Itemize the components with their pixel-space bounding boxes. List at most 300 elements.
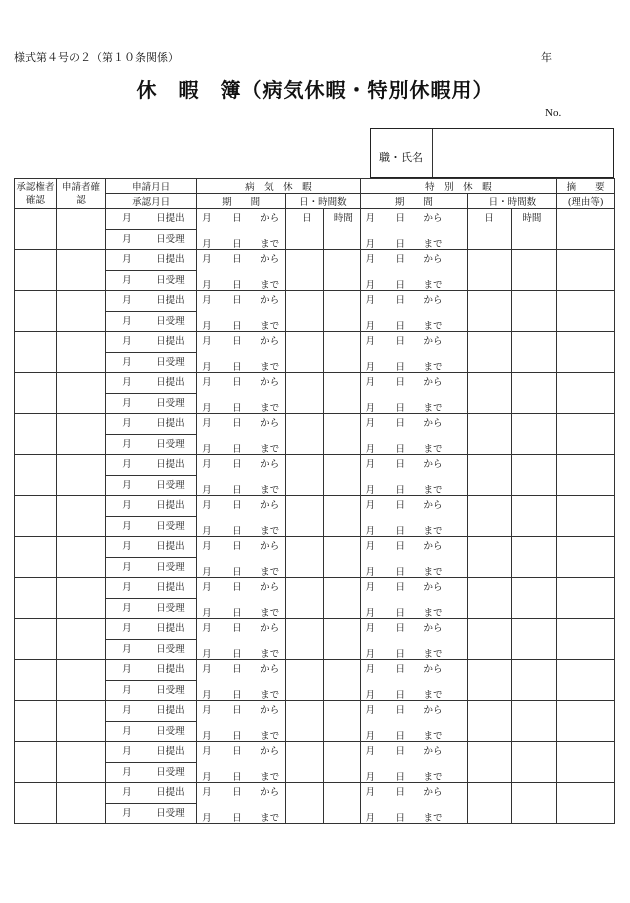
sick-days-cell[interactable] bbox=[286, 250, 324, 291]
sick-hours-cell[interactable] bbox=[323, 291, 360, 332]
received-label: 日受理 bbox=[156, 643, 185, 655]
day-unit-label: 日 bbox=[484, 213, 494, 224]
special-hours-cell[interactable] bbox=[512, 619, 557, 660]
remarks-cell[interactable] bbox=[557, 373, 615, 414]
month-label: 月 bbox=[122, 397, 132, 409]
sick-hours-cell[interactable] bbox=[323, 537, 360, 578]
submitted-date-cell[interactable] bbox=[106, 250, 197, 271]
special-hours-cell[interactable] bbox=[512, 537, 557, 578]
month-label: 月 bbox=[122, 746, 132, 757]
special-period-cell[interactable] bbox=[360, 209, 468, 250]
from-label: から bbox=[423, 459, 443, 470]
approver-check-cell[interactable] bbox=[15, 455, 57, 496]
applicant-check-cell[interactable] bbox=[56, 537, 105, 578]
month-label: 月 bbox=[122, 315, 132, 327]
day-label: 日 bbox=[232, 623, 242, 634]
special-hours-cell[interactable] bbox=[512, 578, 557, 619]
approver-check-cell[interactable] bbox=[15, 578, 57, 619]
special-period-cell[interactable] bbox=[360, 332, 468, 373]
submitted-date-cell[interactable] bbox=[106, 496, 197, 517]
from-label: から bbox=[423, 295, 443, 306]
received-date-cell[interactable] bbox=[106, 721, 197, 742]
applicant-check-cell[interactable] bbox=[56, 701, 105, 742]
submitted-date-cell[interactable] bbox=[106, 291, 197, 312]
sick-hours-cell[interactable] bbox=[323, 455, 360, 496]
until-label: まで bbox=[260, 567, 280, 578]
special-period-cell[interactable] bbox=[360, 250, 468, 291]
from-label: から bbox=[260, 213, 280, 224]
month-label: 月 bbox=[122, 725, 132, 737]
month-label: 月 bbox=[365, 746, 376, 757]
approver-check-cell[interactable] bbox=[15, 619, 57, 660]
month-label: 月 bbox=[365, 567, 376, 578]
table-row bbox=[15, 701, 615, 722]
remarks-cell[interactable] bbox=[557, 619, 615, 660]
month-label: 月 bbox=[202, 295, 212, 306]
special-hours-cell[interactable] bbox=[512, 496, 557, 537]
day-label: 日 bbox=[395, 705, 406, 716]
from-label: から bbox=[260, 500, 280, 511]
applicant-check-cell[interactable] bbox=[56, 250, 105, 291]
page-title: 休 暇 簿（病気休暇・特別休暇用） bbox=[136, 78, 494, 102]
sick-days-cell[interactable] bbox=[286, 455, 324, 496]
month-label: 月 bbox=[122, 213, 132, 224]
submitted-label: 日提出 bbox=[156, 254, 185, 265]
table-row bbox=[15, 496, 615, 517]
month-label: 月 bbox=[202, 813, 212, 824]
special-days-cell[interactable] bbox=[468, 373, 512, 414]
received-date-cell[interactable] bbox=[106, 270, 197, 291]
submitted-date-cell[interactable] bbox=[106, 209, 197, 230]
received-date-cell[interactable] bbox=[106, 352, 197, 373]
submitted-label: 日提出 bbox=[156, 705, 185, 716]
received-date-cell[interactable] bbox=[106, 639, 197, 660]
day-label: 日 bbox=[395, 321, 406, 332]
from-label: から bbox=[423, 418, 443, 429]
special-days-cell[interactable] bbox=[468, 291, 512, 332]
applicant-check-cell[interactable] bbox=[56, 209, 105, 250]
submitted-date-cell[interactable] bbox=[106, 537, 197, 558]
month-label: 月 bbox=[122, 336, 132, 347]
month-label: 月 bbox=[365, 623, 376, 634]
month-label: 月 bbox=[122, 787, 132, 798]
sick-days-cell[interactable] bbox=[286, 783, 324, 824]
applicant-check-cell[interactable] bbox=[56, 332, 105, 373]
special-hours-cell[interactable] bbox=[512, 373, 557, 414]
month-label: 月 bbox=[365, 690, 376, 701]
special-period-cell[interactable] bbox=[360, 373, 468, 414]
special-days-cell[interactable] bbox=[468, 578, 512, 619]
received-date-cell[interactable] bbox=[106, 311, 197, 332]
sick-hours-cell[interactable] bbox=[323, 742, 360, 783]
day-label: 日 bbox=[232, 500, 242, 511]
month-label: 月 bbox=[202, 213, 212, 224]
month-label: 月 bbox=[365, 418, 376, 429]
received-date-cell[interactable] bbox=[106, 680, 197, 701]
approver-check-cell[interactable] bbox=[15, 496, 57, 537]
header-approver: 承認権者確認 bbox=[15, 179, 57, 209]
applicant-check-cell[interactable] bbox=[56, 742, 105, 783]
special-period-cell[interactable] bbox=[360, 291, 468, 332]
received-date-cell[interactable] bbox=[106, 229, 197, 250]
day-label: 日 bbox=[395, 541, 406, 552]
sick-period-cell[interactable] bbox=[197, 250, 286, 291]
sick-days-cell[interactable] bbox=[286, 578, 324, 619]
applicant-check-cell[interactable] bbox=[56, 291, 105, 332]
month-label: 月 bbox=[365, 336, 376, 347]
day-label: 日 bbox=[395, 336, 406, 347]
applicant-check-cell[interactable] bbox=[56, 619, 105, 660]
received-label: 日受理 bbox=[156, 233, 185, 245]
month-label: 月 bbox=[202, 418, 212, 429]
month-label: 月 bbox=[202, 254, 212, 265]
sick-period-cell[interactable] bbox=[197, 496, 286, 537]
submitted-date-cell[interactable] bbox=[106, 783, 197, 804]
submitted-label: 日提出 bbox=[156, 459, 185, 470]
approver-check-cell[interactable] bbox=[15, 537, 57, 578]
day-label: 日 bbox=[232, 772, 242, 783]
special-hours-cell[interactable] bbox=[512, 332, 557, 373]
month-label: 月 bbox=[202, 664, 212, 675]
until-label: まで bbox=[260, 690, 280, 701]
from-label: から bbox=[423, 705, 443, 716]
submitted-date-cell[interactable] bbox=[106, 578, 197, 599]
special-days-cell[interactable] bbox=[468, 209, 512, 250]
approver-check-cell[interactable] bbox=[15, 660, 57, 701]
day-label: 日 bbox=[395, 526, 406, 537]
received-date-cell[interactable] bbox=[106, 475, 197, 496]
day-label: 日 bbox=[395, 787, 406, 798]
received-label: 日受理 bbox=[156, 602, 185, 614]
hours-unit-label: 時間 bbox=[333, 213, 353, 224]
until-label: まで bbox=[423, 239, 443, 250]
sick-hours-cell[interactable] bbox=[323, 373, 360, 414]
special-days-cell[interactable] bbox=[468, 250, 512, 291]
month-label: 月 bbox=[122, 623, 132, 634]
special-hours-cell[interactable] bbox=[512, 455, 557, 496]
sick-hours-cell[interactable] bbox=[323, 578, 360, 619]
month-label: 月 bbox=[365, 254, 376, 265]
sick-period-cell[interactable] bbox=[197, 209, 286, 250]
month-label: 月 bbox=[365, 772, 376, 783]
sick-days-cell[interactable] bbox=[286, 537, 324, 578]
submitted-date-cell[interactable] bbox=[106, 619, 197, 640]
day-label: 日 bbox=[232, 377, 242, 388]
month-label: 月 bbox=[365, 239, 376, 250]
month-label: 月 bbox=[365, 526, 376, 537]
submitted-date-cell[interactable] bbox=[106, 455, 197, 476]
sick-hours-cell[interactable] bbox=[323, 250, 360, 291]
sick-hours-cell[interactable] bbox=[323, 332, 360, 373]
day-label: 日 bbox=[232, 813, 242, 824]
received-date-cell[interactable] bbox=[106, 434, 197, 455]
submitted-label: 日提出 bbox=[156, 623, 185, 634]
month-label: 月 bbox=[202, 705, 212, 716]
name-box bbox=[370, 128, 614, 178]
remarks-cell[interactable] bbox=[557, 660, 615, 701]
sick-days-cell[interactable] bbox=[286, 619, 324, 660]
day-label: 日 bbox=[395, 280, 406, 291]
submitted-date-cell[interactable] bbox=[106, 660, 197, 681]
sick-period-cell[interactable] bbox=[197, 332, 286, 373]
month-label: 月 bbox=[365, 444, 376, 455]
sick-period-cell[interactable] bbox=[197, 783, 286, 824]
approver-check-cell[interactable] bbox=[15, 783, 57, 824]
sick-days-cell[interactable] bbox=[286, 373, 324, 414]
day-label: 日 bbox=[232, 403, 242, 414]
month-label: 月 bbox=[202, 746, 212, 757]
submitted-date-cell[interactable] bbox=[106, 701, 197, 722]
special-days-cell[interactable] bbox=[468, 701, 512, 742]
from-label: から bbox=[260, 377, 280, 388]
from-label: から bbox=[423, 582, 443, 593]
remarks-cell[interactable] bbox=[557, 742, 615, 783]
month-label: 月 bbox=[202, 239, 212, 250]
header-remarks-sub: (理由等) bbox=[557, 194, 615, 209]
sick-hours-cell[interactable] bbox=[323, 414, 360, 455]
month-label: 月 bbox=[122, 500, 132, 511]
until-label: まで bbox=[260, 239, 280, 250]
until-label: まで bbox=[260, 444, 280, 455]
sick-hours-cell[interactable] bbox=[323, 701, 360, 742]
special-days-cell[interactable] bbox=[468, 332, 512, 373]
until-label: まで bbox=[423, 321, 443, 332]
remarks-cell[interactable] bbox=[557, 455, 615, 496]
special-period-cell[interactable] bbox=[360, 414, 468, 455]
sick-hours-cell[interactable] bbox=[323, 209, 360, 250]
month-label: 月 bbox=[202, 336, 212, 347]
month-label: 月 bbox=[202, 280, 212, 291]
approver-check-cell[interactable] bbox=[15, 250, 57, 291]
month-label: 月 bbox=[202, 582, 212, 593]
approver-check-cell[interactable] bbox=[15, 373, 57, 414]
until-label: まで bbox=[423, 608, 443, 619]
special-days-cell[interactable] bbox=[468, 414, 512, 455]
special-hours-cell[interactable] bbox=[512, 701, 557, 742]
sick-days-cell[interactable] bbox=[286, 701, 324, 742]
received-label: 日受理 bbox=[156, 479, 185, 491]
sick-days-cell[interactable] bbox=[286, 209, 324, 250]
received-date-cell[interactable] bbox=[106, 393, 197, 414]
day-label: 日 bbox=[395, 500, 406, 511]
sick-days-cell[interactable] bbox=[286, 291, 324, 332]
day-label: 日 bbox=[395, 772, 406, 783]
special-period-cell[interactable] bbox=[360, 701, 468, 742]
month-label: 月 bbox=[122, 295, 132, 306]
special-days-cell[interactable] bbox=[468, 455, 512, 496]
until-label: まで bbox=[260, 321, 280, 332]
approver-check-cell[interactable] bbox=[15, 414, 57, 455]
received-label: 日受理 bbox=[156, 356, 185, 368]
table-row bbox=[15, 783, 615, 804]
day-label: 日 bbox=[395, 731, 406, 742]
special-hours-cell[interactable] bbox=[512, 660, 557, 701]
sick-period-cell[interactable] bbox=[197, 537, 286, 578]
leave-book-table bbox=[14, 178, 615, 824]
sick-days-cell[interactable] bbox=[286, 742, 324, 783]
remarks-cell[interactable] bbox=[557, 414, 615, 455]
from-label: から bbox=[423, 500, 443, 511]
until-label: まで bbox=[423, 813, 443, 824]
day-label: 日 bbox=[395, 459, 406, 470]
until-label: まで bbox=[260, 772, 280, 783]
until-label: まで bbox=[423, 731, 443, 742]
month-label: 月 bbox=[122, 377, 132, 388]
applicant-check-cell[interactable] bbox=[56, 455, 105, 496]
received-label: 日受理 bbox=[156, 397, 185, 409]
month-label: 月 bbox=[365, 485, 376, 496]
submitted-date-cell[interactable] bbox=[106, 373, 197, 394]
remarks-cell[interactable] bbox=[557, 496, 615, 537]
from-label: から bbox=[423, 541, 443, 552]
remarks-cell[interactable] bbox=[557, 578, 615, 619]
applicant-check-cell[interactable] bbox=[56, 414, 105, 455]
approver-check-cell[interactable] bbox=[15, 209, 57, 250]
submitted-date-cell[interactable] bbox=[106, 332, 197, 353]
approver-check-cell[interactable] bbox=[15, 701, 57, 742]
month-label: 月 bbox=[365, 787, 376, 798]
sick-period-cell[interactable] bbox=[197, 455, 286, 496]
remarks-cell[interactable] bbox=[557, 209, 615, 250]
form-number: 様式第４号の２（第１０条関係） bbox=[14, 51, 179, 64]
received-date-cell[interactable] bbox=[106, 516, 197, 537]
remarks-cell[interactable] bbox=[557, 537, 615, 578]
month-label: 月 bbox=[122, 684, 132, 696]
remarks-cell[interactable] bbox=[557, 250, 615, 291]
month-label: 月 bbox=[365, 295, 376, 306]
sick-days-cell[interactable] bbox=[286, 414, 324, 455]
special-days-cell[interactable] bbox=[468, 537, 512, 578]
header-sick-leave: 病 気 休 暇 bbox=[197, 179, 360, 194]
until-label: まで bbox=[260, 813, 280, 824]
day-label: 日 bbox=[232, 608, 242, 619]
special-hours-cell[interactable] bbox=[512, 209, 557, 250]
received-label: 日受理 bbox=[156, 766, 185, 778]
received-date-cell[interactable] bbox=[106, 803, 197, 824]
day-label: 日 bbox=[395, 567, 406, 578]
received-label: 日受理 bbox=[156, 438, 185, 450]
special-hours-cell[interactable] bbox=[512, 742, 557, 783]
applicant-check-cell[interactable] bbox=[56, 496, 105, 537]
day-unit-label: 日 bbox=[302, 213, 312, 224]
special-period-cell[interactable] bbox=[360, 742, 468, 783]
day-label: 日 bbox=[232, 213, 242, 224]
until-label: まで bbox=[260, 362, 280, 373]
day-label: 日 bbox=[395, 485, 406, 496]
received-label: 日受理 bbox=[156, 315, 185, 327]
special-days-cell[interactable] bbox=[468, 660, 512, 701]
special-period-cell[interactable] bbox=[360, 783, 468, 824]
sick-days-cell[interactable] bbox=[286, 496, 324, 537]
month-label: 月 bbox=[365, 213, 376, 224]
from-label: から bbox=[423, 746, 443, 757]
special-period-cell[interactable] bbox=[360, 619, 468, 660]
day-label: 日 bbox=[232, 418, 242, 429]
day-label: 日 bbox=[232, 526, 242, 537]
sick-period-cell[interactable] bbox=[197, 373, 286, 414]
year-label: 年 bbox=[541, 51, 552, 64]
sick-period-cell[interactable] bbox=[197, 742, 286, 783]
until-label: まで bbox=[260, 526, 280, 537]
sick-hours-cell[interactable] bbox=[323, 660, 360, 701]
header-sick-days-hours: 日・時間数 bbox=[286, 194, 360, 209]
received-date-cell[interactable] bbox=[106, 598, 197, 619]
approver-check-cell[interactable] bbox=[15, 291, 57, 332]
special-period-cell[interactable] bbox=[360, 660, 468, 701]
received-date-cell[interactable] bbox=[106, 557, 197, 578]
name-label: 職・氏名 bbox=[379, 151, 423, 164]
number-label: No. bbox=[545, 107, 562, 119]
month-label: 月 bbox=[122, 418, 132, 429]
day-label: 日 bbox=[395, 444, 406, 455]
month-label: 月 bbox=[122, 438, 132, 450]
month-label: 月 bbox=[365, 377, 376, 388]
day-label: 日 bbox=[232, 444, 242, 455]
month-label: 月 bbox=[122, 233, 132, 245]
special-hours-cell[interactable] bbox=[512, 414, 557, 455]
sick-period-cell[interactable] bbox=[197, 414, 286, 455]
applicant-check-cell[interactable] bbox=[56, 783, 105, 824]
sick-period-cell[interactable] bbox=[197, 619, 286, 660]
from-label: から bbox=[260, 459, 280, 470]
from-label: から bbox=[260, 418, 280, 429]
special-period-cell[interactable] bbox=[360, 537, 468, 578]
sick-days-cell[interactable] bbox=[286, 332, 324, 373]
day-label: 日 bbox=[232, 362, 242, 373]
sick-period-cell[interactable] bbox=[197, 578, 286, 619]
approver-check-cell[interactable] bbox=[15, 742, 57, 783]
sick-hours-cell[interactable] bbox=[323, 619, 360, 660]
sick-period-cell[interactable] bbox=[197, 701, 286, 742]
header-special-days-hours: 日・時間数 bbox=[468, 194, 557, 209]
special-period-cell[interactable] bbox=[360, 455, 468, 496]
special-hours-cell[interactable] bbox=[512, 291, 557, 332]
received-date-cell[interactable] bbox=[106, 762, 197, 783]
day-label: 日 bbox=[232, 705, 242, 716]
applicant-check-cell[interactable] bbox=[56, 578, 105, 619]
remarks-cell[interactable] bbox=[557, 783, 615, 824]
from-label: から bbox=[423, 377, 443, 388]
day-label: 日 bbox=[395, 608, 406, 619]
remarks-cell[interactable] bbox=[557, 701, 615, 742]
remarks-cell[interactable] bbox=[557, 291, 615, 332]
month-label: 月 bbox=[202, 772, 212, 783]
special-hours-cell[interactable] bbox=[512, 250, 557, 291]
sick-period-cell[interactable] bbox=[197, 660, 286, 701]
special-period-cell[interactable] bbox=[360, 496, 468, 537]
sick-hours-cell[interactable] bbox=[323, 496, 360, 537]
special-days-cell[interactable] bbox=[468, 742, 512, 783]
special-period-cell[interactable] bbox=[360, 578, 468, 619]
applicant-check-cell[interactable] bbox=[56, 660, 105, 701]
approver-check-cell[interactable] bbox=[15, 332, 57, 373]
sick-hours-cell[interactable] bbox=[323, 783, 360, 824]
day-label: 日 bbox=[232, 582, 242, 593]
special-days-cell[interactable] bbox=[468, 619, 512, 660]
sick-period-cell[interactable] bbox=[197, 291, 286, 332]
special-days-cell[interactable] bbox=[468, 496, 512, 537]
remarks-cell[interactable] bbox=[557, 332, 615, 373]
submitted-date-cell[interactable] bbox=[106, 414, 197, 435]
received-label: 日受理 bbox=[156, 807, 185, 819]
day-label: 日 bbox=[395, 690, 406, 701]
special-hours-cell[interactable] bbox=[512, 783, 557, 824]
day-label: 日 bbox=[395, 813, 406, 824]
submitted-date-cell[interactable] bbox=[106, 742, 197, 763]
sick-days-cell[interactable] bbox=[286, 660, 324, 701]
applicant-check-cell[interactable] bbox=[56, 373, 105, 414]
special-days-cell[interactable] bbox=[468, 783, 512, 824]
